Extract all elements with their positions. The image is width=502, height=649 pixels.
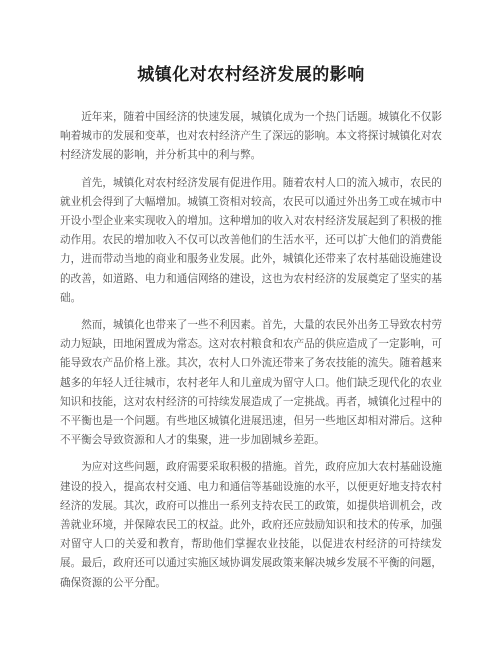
- document-title: 城镇化对农村经济发展的影响: [137, 65, 365, 85]
- paragraph-benefits: 首先，城镇化对农村经济发展有促进作用。随着农村人口的流入城市，农民的就业机会得到了大幅增加。城镇工资相对较高，农民可以通过外出务工或在城市中开设小型企业来实现收入的增加。这种增加的收入对农村经济发展起到了积极的推动作用。农民的增加收入不仅可以改善他们的生活水平，还可以扩大他们的消费能力，进而带动当地的商业和服务业发展。此外，城镇化还带来了农村基础设施建设的改善，如道路、电力和通信网络的建设，这也为农村经济的发展奠定了坚实的基础。: [60, 176, 442, 304]
- paragraph-intro: 近年来，随着中国经济的快速发展，城镇化成为一个热门话题。城镇化不仅影响着城市的发展和变革，也对农村经济产生了深远的影响。本文将探讨城镇化对农村经济发展的影响，并分析其中的利与弊。: [60, 111, 442, 162]
- paragraph-measures: 为应对这些问题，政府需要采取积极的措施。首先，政府应加大农村基础设施建设的投入，提高农村交通、电力和通信等基础设施的水平，以便更好地支持农村经济的发展。其次，政府可以推出一系列支持农民工的政策，如提供培训机会，改善就业环境，并保障农民工的权益。此外，政府还应鼓励知识和技术的传承，加强对留守人口的关爱和教育，帮助他们掌握农业技能，以促进农村经济的可持续发展。最后，政府还可以通过实施区域协调发展政策来解决城乡发展不平衡的问题，确保资源的公平分配。: [60, 461, 442, 589]
- paragraph-drawbacks: 然而，城镇化也带来了一些不利因素。首先，大量的农民外出务工导致农村劳动力短缺，田地闲置成为常态。这对农村粮食和农产品的供应造成了一定影响，可能导致农产品价格上涨。其次，农村人口外流还带来了务农技能的流失。随着越来越多的年轻人迁往城市，农村老年人和儿童成为留守人口。他们缺乏现代化的农业知识和技能，这对农村经济的可持续发展造成了一定挑战。再者，城镇化过程中的不平衡也是一个问题。有些地区城镇化进展迅速，但另一些地区却相对滞后。这种不平衡会导致资源和人才的集聚，进一步加剧城乡差距。: [60, 319, 442, 447]
